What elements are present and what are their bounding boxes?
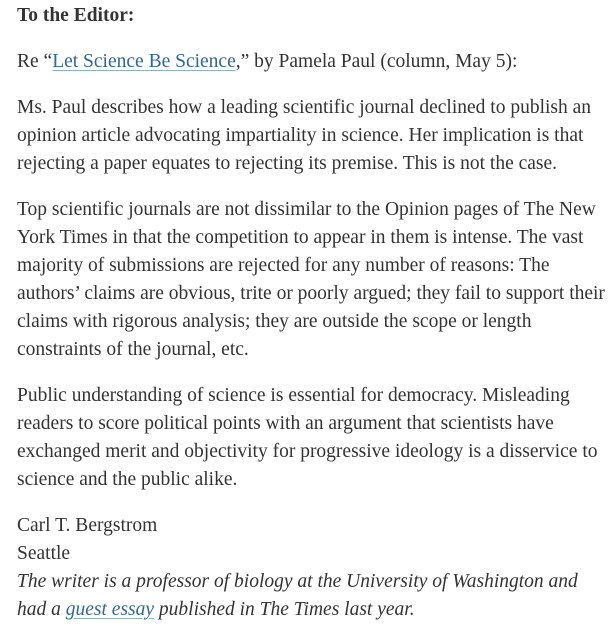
author-location: Seattle bbox=[17, 543, 71, 564]
signature-block bbox=[17, 512, 611, 624]
bio-suffix: published in The Times last year. bbox=[154, 599, 415, 620]
body-paragraph-3: Public understanding of science is essential for democracy. Misleading readers to score political points with an argument that scientists have exchanged merit and objectivity for progressive ideology is a disservice to science and the public alike. bbox=[17, 385, 598, 490]
guest-essay-link[interactable]: guest essay bbox=[65, 599, 155, 620]
body-paragraph-2: Top scientific journals are not dissimilar to the Opinion pages of The New York Times in that the competition to appear in them is intense. The vast majority of submissions are rejected for any number of reasons: The authors’ claims are obvious, trite or poorly argued; they fail to support their claims with rigorous analysis; they are outside the scope or length constraints of the journal, etc. bbox=[17, 199, 605, 360]
author-bio bbox=[17, 568, 611, 624]
author-name: Carl T. Bergstrom bbox=[17, 515, 158, 536]
body-paragraph-1: Ms. Paul describes how a leading scientific journal declined to publish an opinion article advocating impartiality in science. Her implication is that rejecting a paper equates to rejecting its premise. This is not the case. bbox=[17, 97, 592, 174]
reference-prefix: Re “ bbox=[17, 51, 53, 72]
reference-suffix: ,” by Pamela Paul (column, May 5): bbox=[235, 51, 518, 72]
letter-to-editor bbox=[0, 2, 611, 624]
reference-line bbox=[17, 48, 611, 76]
bio-prefix: The writer is a professor of biology at the University of Washington and had a bbox=[17, 571, 578, 620]
salutation: To the Editor: bbox=[17, 5, 135, 26]
column-link[interactable]: Let Science Be Science bbox=[52, 51, 236, 72]
